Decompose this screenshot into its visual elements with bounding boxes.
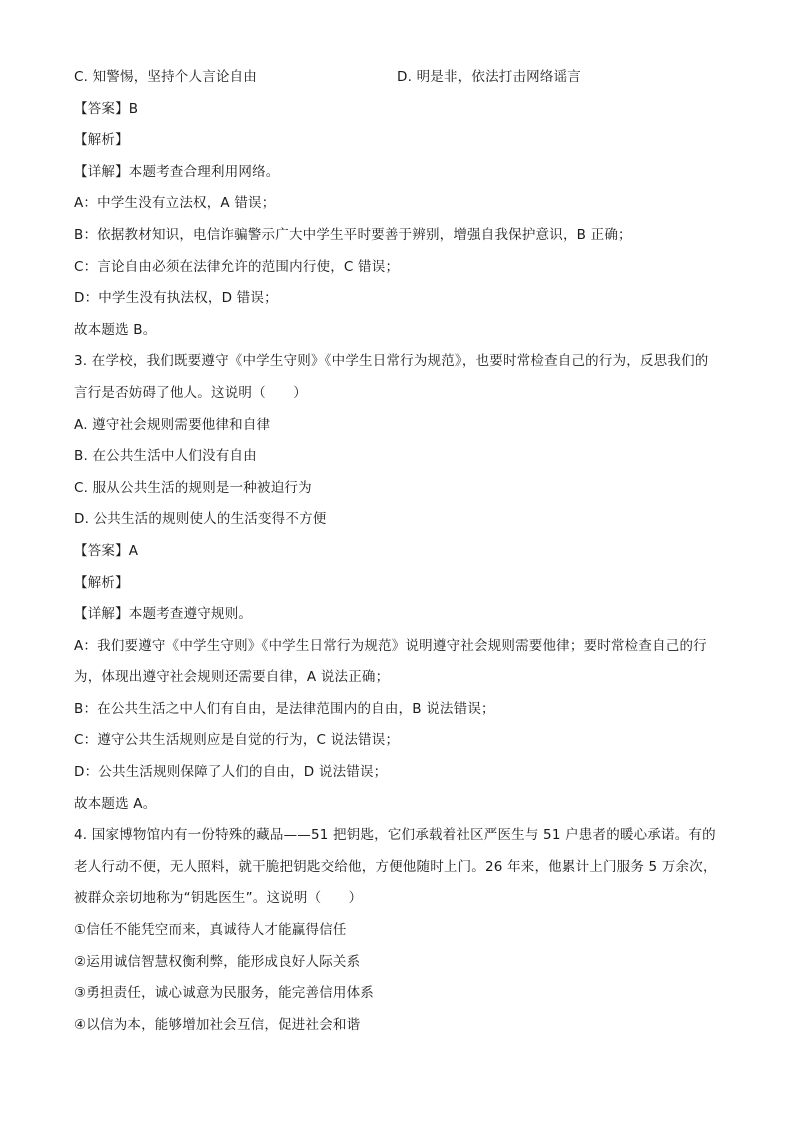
exam-page	[74, 62, 724, 1041]
q2-conclusion: 故本题选 B。	[74, 321, 157, 338]
q2-explain-d: D：中学生没有执法权，D 错误；	[74, 290, 278, 307]
q3-analysis-label: 【解析】	[74, 574, 129, 591]
q4-statement-2: ②运用诚信智慧权衡利弊，能形成良好人际关系	[74, 953, 361, 970]
q2-options-row	[74, 62, 724, 94]
q3-option-d: D. 公共生活的规则使人的生活变得不方便	[74, 511, 327, 528]
q2-explain-b: B：依据教材知识，电信诈骗警示广大中学生平时要善于辨别，增强自我保护意识，B 正确；	[74, 226, 632, 243]
q2-explain-c: C：言论自由必须在法律允许的范围内行使，C 错误；	[74, 258, 400, 275]
q3-explain-d: D：公共生活规则保障了人们的自由，D 说法错误；	[74, 764, 388, 781]
q2-explain-a: A：中学生没有立法权，A 错误；	[74, 195, 276, 212]
q3-detail: 【详解】本题考查遵守规则。	[74, 606, 253, 623]
q3-option-c: C. 服从公共生活的规则是一种被迫行为	[74, 479, 312, 496]
q3-option-a: A. 遵守社会规则需要他律和自律	[74, 416, 271, 433]
q4-stem-line-1: 4. 国家博物馆内有一份特殊的藏品——51 把钥匙，它们承载着社区严医生与 51 户患者的暖心承诺。有的	[74, 827, 716, 844]
q4-statement-1: ①信任不能凭空而来，真诚待人才能赢得信任	[74, 922, 347, 939]
q3-answer: 【答案】A	[74, 542, 139, 559]
q4-statement-3: ③勇担责任，诚心诚意为民服务，能完善信用体系	[74, 985, 375, 1002]
q3-explain-a-line-2: 为，体现出遵守社会规则还需要自律，A 说法正确；	[74, 669, 390, 686]
q2-option-d: D. 明是非，依法打击网络谣言	[397, 69, 581, 85]
q3-explain-b: B：在公共生活之中人们有自由，是法律范围内的自由，B 说法错误；	[74, 700, 495, 717]
q2-analysis-label: 【解析】	[74, 132, 129, 149]
q3-explain-a-line-1: A：我们要遵守《中学生守则》《中学生日常行为规范》说明遵守社会规则需要他律；要时常检查自己的行	[74, 637, 707, 654]
q4-stem-line-3: 被群众亲切地称为“钥匙医生”。这说明（ ）	[74, 890, 363, 907]
q4-statement-4: ④以信为本，能够增加社会互信，促进社会和谐	[74, 1016, 361, 1033]
q3-conclusion: 故本题选 A。	[74, 795, 157, 812]
q4-stem-line-2: 老人行动不便，无人照料，就干脆把钥匙交给他，方便他随时上门。26 年来，他累计上门服务 5 万余次，	[74, 858, 717, 875]
q2-answer: 【答案】B	[74, 100, 139, 117]
q2-detail: 【详解】本题考查合理利用网络。	[74, 163, 280, 180]
q3-stem-line-2: 言行是否妨碍了他人。这说明（ ）	[74, 384, 307, 401]
q3-explain-c: C：遵守公共生活规则应是自觉的行为，C 说法错误；	[74, 732, 400, 749]
q3-stem-line-1: 3. 在学校，我们既要遵守《中学生守则》《中学生日常行为规范》，也要时常检查自己的行为，反思我们的	[74, 353, 709, 370]
q2-option-c: C. 知警惕，坚持个人言论自由	[74, 69, 258, 85]
q3-option-b: B. 在公共生活中人们没有自由	[74, 448, 257, 465]
